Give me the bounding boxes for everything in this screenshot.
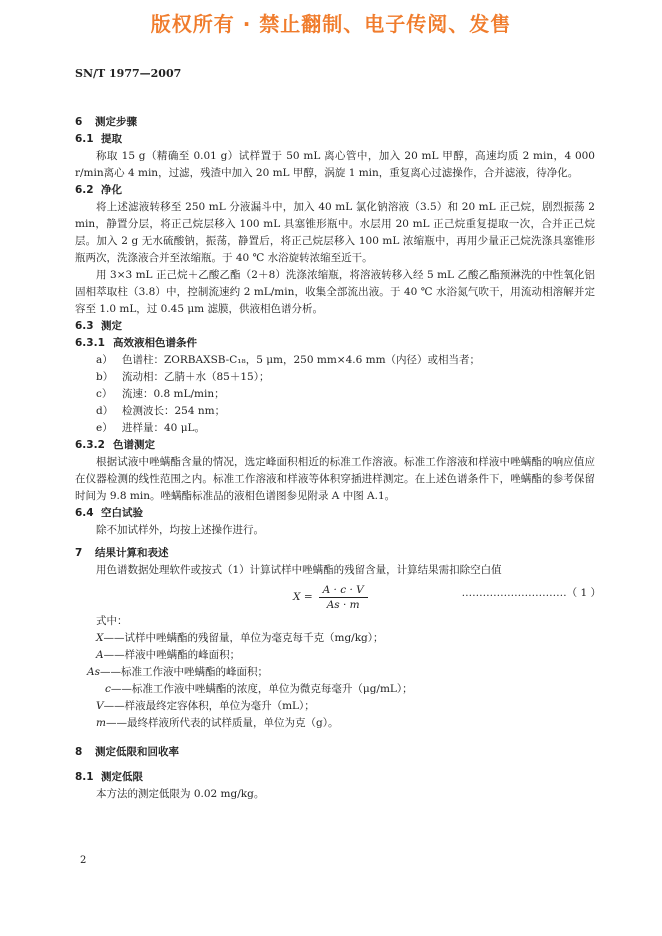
section-number: 6.3.2 [75,439,105,451]
variable-symbol: A [96,649,104,661]
variable-symbol: V [96,700,104,712]
list-marker: c） [96,388,113,400]
paragraph: 用色谱数据处理软件或按式（1）计算试样中唑螨酯的残留含量，计算结果需扣除空白值 [96,564,502,576]
formula-lhs: X = [293,591,313,604]
section-number: 7 [75,547,83,559]
section-title: 净化 [101,184,122,196]
section-title: 空白试验 [101,507,143,519]
section-title: 结果计算和表述 [95,547,169,559]
section-6-1-heading [75,131,595,148]
section-title: 测定低限 [101,771,143,783]
list-text: 检测波长：254 nm； [122,405,226,417]
section-number: 6.4 [75,507,94,519]
variable-desc: ——样液最终定容体积，单位为毫升（mL）； [103,700,315,712]
where-label: 式中： [96,615,128,627]
formula-numerator: A · c · V [319,583,368,598]
list-item [75,369,595,386]
section-number: 6 [75,116,83,128]
document-body [75,108,601,803]
variable-desc: ——试样中唑螨酯的残留量，单位为毫克每千克（mg/kg）； [103,632,384,644]
section-title: 色谱测定 [113,439,155,451]
variable-def [75,681,595,698]
section-title: 测定低限和回收率 [95,746,179,758]
variable-symbol: m [96,717,106,729]
variable-desc: ——最终样液所代表的试样质量，单位为克（g）。 [105,717,339,729]
section-7-heading [75,545,595,562]
variable-desc: ——样液中唑螨酯的峰面积； [103,649,241,661]
variable-symbol: As [87,666,100,678]
variable-symbol: c [105,683,111,695]
section-number: 6.1 [75,133,94,145]
section-number: 6.3.1 [75,337,105,349]
section-number: 8 [75,746,83,758]
formula-denominator: As · m [326,599,360,612]
section-6-2-heading [75,182,595,199]
section-6-4-heading [75,505,595,522]
variable-def [75,664,595,681]
copyright-banner: 版权所有 · 禁止翻制、电子传阅、发售 [150,12,512,36]
paragraph: 除不加试样外，均按上述操作进行。 [96,524,264,536]
section-title: 测定 [101,320,122,332]
list-text: 流动相：乙腈＋水（85＋15）； [122,371,270,383]
section-6-3-1-heading [75,335,595,352]
variable-desc: ——标准工作液中唑螨酯的峰面积； [99,666,268,678]
list-marker: d） [96,405,114,417]
section-number: 8.1 [75,771,94,783]
list-item [75,352,595,369]
variable-def [75,715,595,732]
paragraph: 根据试液中唑螨酯含量的情况，选定峰面积相近的标准工作溶液。标准工作溶液和样液中唑螨酯的响应值应在仪器检测的线性范围之内。标准工作溶液和样液等体积穿插进样测定。在上述色谱条件下，唑螨酯的参考保留时间为 9.8 min。唑螨酯标准品的液相色谱图参见附录 A 中图 A.1。 [75,456,595,502]
equation-number: …………………………（ 1 ） [461,587,601,599]
list-marker: a） [96,354,113,366]
variable-def [75,698,595,715]
list-text: 流速：0.8 mL/min； [122,388,225,400]
section-title: 测定步骤 [95,116,137,128]
fraction [293,583,368,612]
list-text: 进样量：40 μL。 [122,422,205,434]
formula-1 [75,579,601,613]
list-marker: e） [96,422,113,434]
section-number: 6.3 [75,320,94,332]
list-text: 色谱柱：ZORBAXSB-C₁₈，5 μm，250 mm×4.6 mm（内径）或相当者； [122,354,481,366]
paragraph: 将上述滤液转移至 250 mL 分液漏斗中，加入 40 mL 氯化钠溶液（3.5）和 20 mL 正己烷，剧烈振荡 2 min，静置分层，将正己烷层移入 100 mL 具塞锥形瓶中。水层用 20 mL 正己烷重复提取一次，合并正己烷层。加入 2 g 无水硫酸钠，振荡，静置后，将正己烷层移入 100 mL 浓缩瓶中，再用少量正己烷洗涤具塞锥形瓶两次，洗涤液合并至浓缩瓶。于 40 ℃ 水浴旋转浓缩至近干。 [75,201,595,264]
list-item [75,386,595,403]
paragraph: 称取 15 g（精确至 0.01 g）试样置于 50 mL 离心管中，加入 20 mL 甲醇，高速均质 2 min，4 000 r/min离心 4 min，过滤，残渣中加入 20 mL 甲醇，涡旋 1 min，重复离心过滤操作，合并滤液，待净化。 [75,150,595,179]
section-6-3-heading [75,318,595,335]
list-marker: b） [96,371,114,383]
section-6-3-2-heading [75,437,595,454]
list-item [75,420,595,437]
section-number: 6.2 [75,184,94,196]
page-number: 2 [80,855,87,866]
paragraph: 用 3×3 mL 正己烷＋乙酸乙酯（2＋8）洗涤浓缩瓶，将溶液转移入经 5 mL 乙酸乙酯预淋洗的中性氧化铝固相萃取柱（3.8）中，控制流速约 2 mL/min，收集全部流出液。于 40 ℃ 水浴氮气吹干，用流动相溶解并定容至 1.0 mL，过 0.45 μm 滤膜，供液相色谱分析。 [75,269,595,315]
section-6-heading [75,114,595,131]
fraction-body [319,583,368,612]
section-title: 提取 [101,133,122,145]
variable-def [75,647,595,664]
paragraph: 本方法的测定低限为 0.02 mg/kg。 [96,788,265,800]
variable-def [75,630,595,647]
section-title: 高效液相色谱条件 [113,337,197,349]
section-8-1-heading [75,769,595,786]
standard-code: SN/T 1977—2007 [75,67,182,80]
section-8-heading [75,744,595,761]
variable-desc: ——标准工作液中唑螨酯的浓度，单位为微克每毫升（μg/mL）； [110,683,413,695]
variable-symbol: X [96,632,104,644]
list-item [75,403,595,420]
